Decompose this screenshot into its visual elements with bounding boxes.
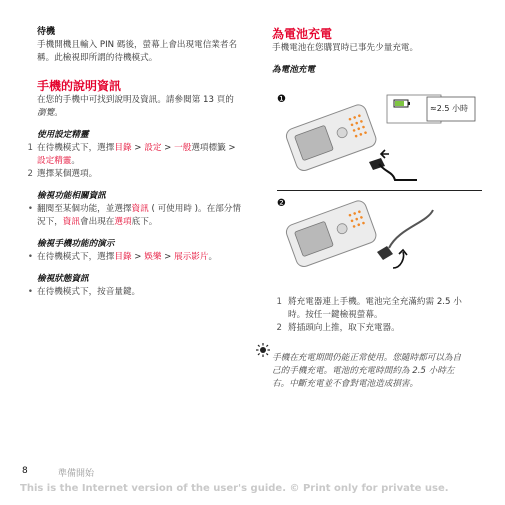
private-use-notice: This is the Internet version of the user's guide. © Print only for private use. [20, 483, 449, 494]
charge-steps-block [272, 296, 477, 403]
section-name: 準備開始 [58, 469, 95, 479]
figure-divider [277, 190, 482, 191]
wizard-step [27, 142, 242, 168]
instruction-text: 。 [71, 156, 80, 166]
demo-list [27, 251, 242, 264]
tip-text: 手機在充電期間仍能正常使用。您隨時都可以為自己的手機充電。電池的充電時間約為 2.5 小時左右。中斷充電並不會對電池造成損害。 [272, 352, 462, 389]
menu-link-text: 一般 [174, 143, 192, 153]
left-column [27, 26, 242, 299]
instruction-text: > [131, 143, 145, 153]
menu-link-text: 設定精靈 [37, 156, 72, 166]
figure-2-marker: ❷ [277, 198, 286, 209]
charge-step [272, 322, 477, 335]
standby-title: 待機 [37, 27, 56, 37]
charging-figure-1 [277, 92, 477, 190]
instruction-text: > [131, 252, 145, 262]
instruction-text: > [161, 143, 175, 153]
menu-link-text: 展示影片 [174, 252, 209, 262]
wizard-steps [27, 142, 242, 181]
instruction-text: > [161, 252, 175, 262]
function-info-title: 檢視功能相關資訊 [37, 191, 106, 201]
status-bullet: • 在待機模式下，按音量鍵。 [37, 286, 242, 299]
bullet-icon: • [27, 287, 33, 297]
charge-subtitle: 為電池充電 [272, 65, 315, 75]
charging-figure-2 [277, 198, 477, 278]
menu-link-text: 娛樂 [144, 252, 162, 262]
function-info-bullet [27, 203, 242, 229]
step-number: 1 [276, 297, 282, 307]
demo-title: 檢視手機功能的演示 [37, 239, 115, 249]
right-column [272, 26, 487, 77]
help-title: 手機的說明資訊 [37, 79, 122, 93]
charge-intro: 手機電池在您購買時已事先少量充電。 [272, 43, 419, 53]
bullet-icon: • [27, 252, 33, 262]
page-number: 8 [22, 466, 28, 476]
instruction-text: 翻閱至某個功能，並選擇 [37, 204, 132, 214]
menu-link-text: 選項 [114, 217, 132, 227]
step-number: 2 [27, 169, 33, 179]
instruction-text: 。 [208, 252, 218, 262]
menu-link-text: 目錄 [114, 252, 132, 262]
function-info-list [27, 203, 242, 229]
standby-text: 手機開機且輸入 PIN 碼後，螢幕上會出現電信業者名稱。此檢視即所謂的待機模式。 [37, 40, 238, 63]
menu-link-text: 目錄 [114, 143, 132, 153]
charge-steps [272, 296, 477, 335]
help-text: 在您的手機中可找到說明及資訊。請參閱第 13 頁的瀏覽。 [37, 95, 234, 118]
charge-step [272, 296, 477, 322]
menu-link-text: 設定 [144, 143, 162, 153]
tip-icon [256, 343, 270, 357]
instruction-text: 底下。 [131, 217, 158, 227]
figure-1-marker: ❶ [277, 94, 286, 105]
demo-bullet [27, 251, 242, 264]
instruction-text: 選擇某個選項。 [37, 169, 98, 179]
tip-block [272, 343, 477, 403]
charge-title: 為電池充電 [272, 27, 333, 41]
instruction-text: 會出現在 [80, 217, 115, 227]
instruction-text: 在待機模式下，選擇 [37, 143, 115, 153]
step-number: 1 [27, 143, 33, 153]
step-text: 將插頭向上推，取下充電器。 [288, 323, 400, 333]
menu-link-text: 資訊 [131, 204, 149, 214]
charge-time-label: ≈2.5 小時 [430, 104, 468, 113]
step-number: 2 [276, 323, 282, 333]
bullet-icon: • [27, 204, 33, 214]
status-title: 檢視狀態資訊 [37, 274, 89, 284]
status-list [27, 286, 242, 299]
menu-link-text: 資訊 [62, 217, 80, 227]
step-text: 將充電器連上手機。電池完全充滿約需 2.5 小時。按任一鍵檢視螢幕。 [288, 297, 462, 320]
unplug-charger-illustration [277, 198, 477, 278]
instruction-text: 在待機模式下，選擇 [37, 252, 115, 262]
wizard-title: 使用設定精靈 [37, 130, 89, 140]
instruction-text: 選項標籤 > [191, 143, 236, 153]
wizard-step [27, 168, 242, 181]
instruction-text: ( 可使用時 )。在部分情況下， [37, 204, 241, 227]
